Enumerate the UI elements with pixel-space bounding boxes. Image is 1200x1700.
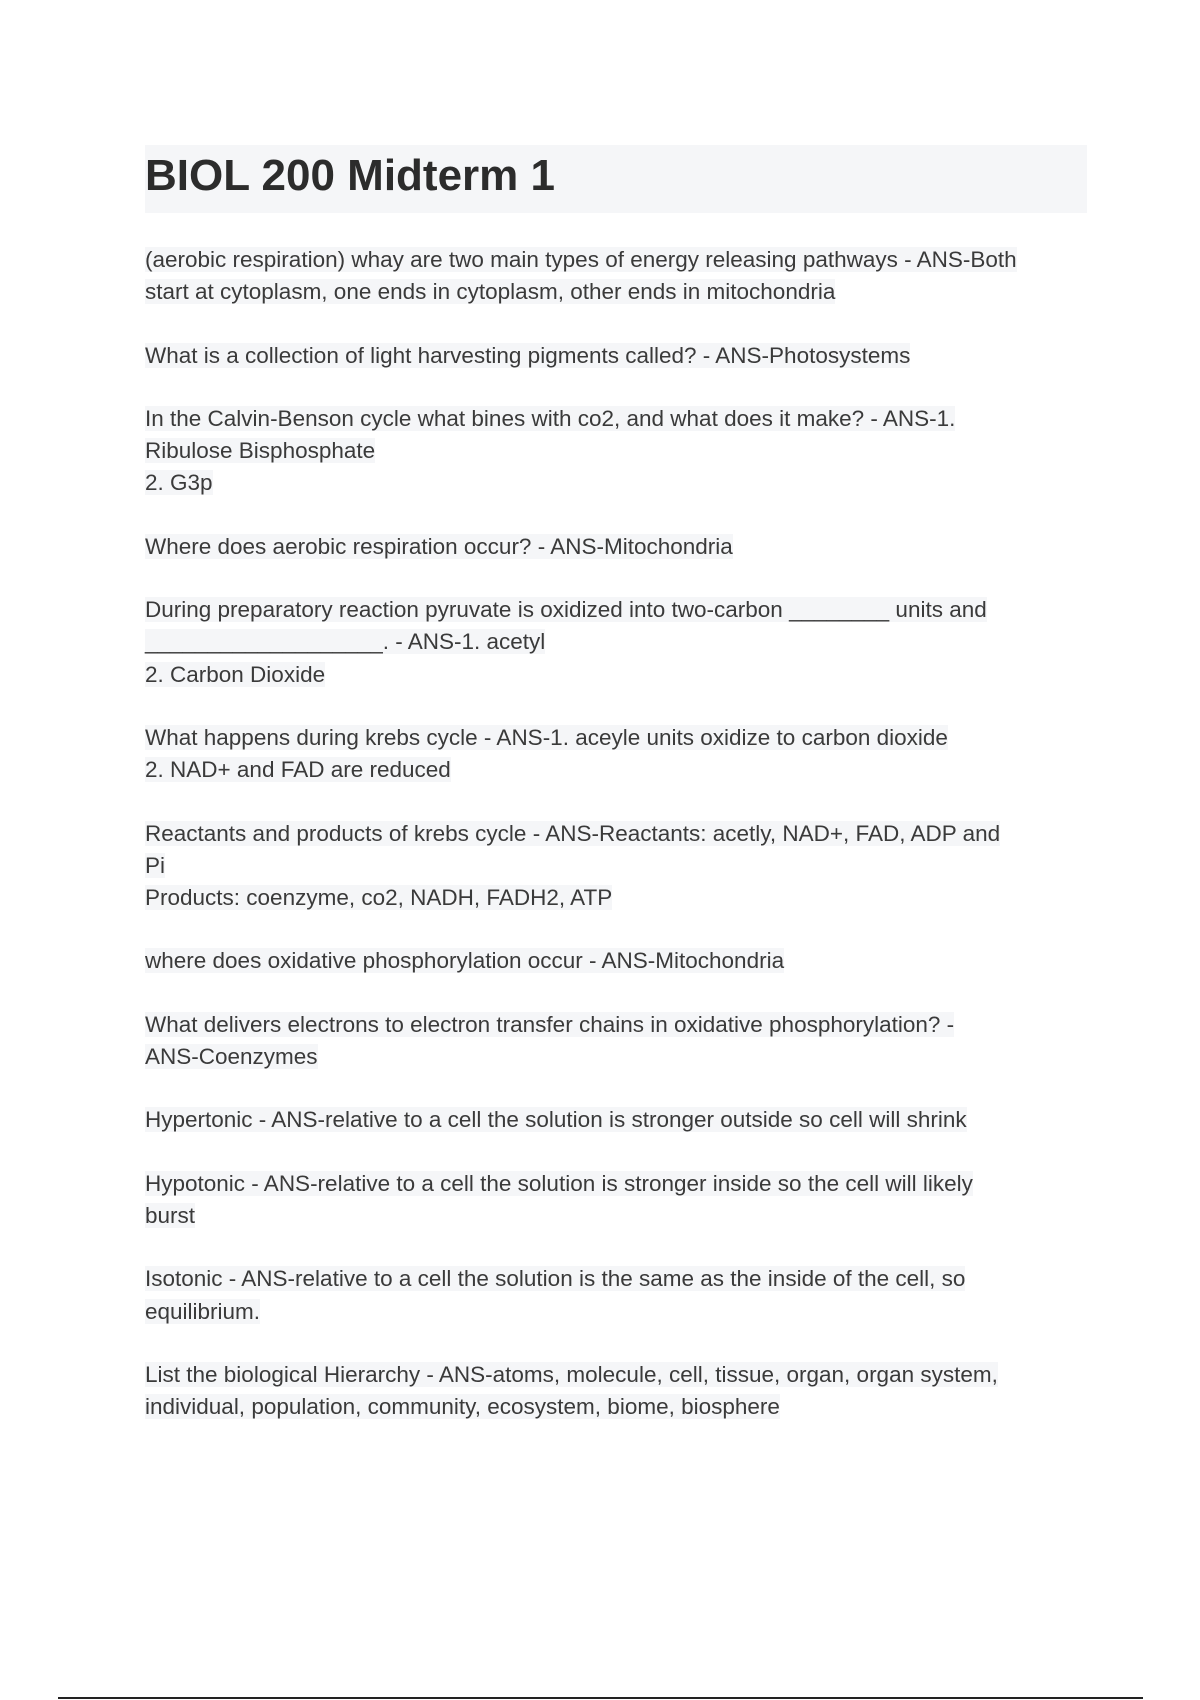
qa-line: individual, population, community, ecosystem, biome, biosphere [145, 1394, 780, 1420]
qa-line: What happens during krebs cycle - ANS-1. aceyle units oxidize to carbon dioxide [145, 724, 948, 750]
qa-line: equilibrium. [145, 1298, 261, 1324]
qa-item [145, 1359, 1095, 1424]
qa-line: List the biological Hierarchy - ANS-atoms, molecule, cell, tissue, organ, organ system, [145, 1361, 998, 1387]
footer-rule [58, 1697, 1143, 1699]
qa-item [145, 403, 1095, 500]
qa-item [145, 340, 1095, 372]
title-block [145, 145, 1087, 213]
qa-item [145, 722, 1095, 787]
qa-list [145, 244, 1095, 1454]
qa-line: Isotonic - ANS-relative to a cell the solution is the same as the inside of the cell, so [145, 1266, 966, 1292]
qa-item [145, 945, 1095, 977]
qa-item [145, 1009, 1095, 1074]
qa-line: Products: coenzyme, co2, NADH, FADH2, ATP [145, 885, 613, 911]
qa-item [145, 244, 1095, 309]
qa-line: 2. G3p [145, 470, 213, 496]
qa-line: Reactants and products of krebs cycle - ANS-Reactants: acetly, NAD+, FAD, ADP and [145, 820, 1001, 846]
qa-item [145, 531, 1095, 563]
qa-line: In the Calvin-Benson cycle what bines with co2, and what does it make? - ANS-1. [145, 405, 956, 431]
qa-line: ANS-Coenzymes [145, 1044, 318, 1070]
qa-line: During preparatory reaction pyruvate is oxidized into two-carbon ________ units and [145, 597, 987, 623]
qa-line: What delivers electrons to electron transfer chains in oxidative phosphorylation? - [145, 1011, 955, 1037]
qa-line: Hypotonic - ANS-relative to a cell the solution is stronger inside so the cell will likely [145, 1170, 973, 1196]
qa-line: burst [145, 1202, 196, 1228]
qa-item [145, 594, 1095, 691]
page-title: BIOL 200 Midterm 1 [145, 151, 555, 200]
qa-line: Ribulose Bisphosphate [145, 438, 376, 464]
qa-item [145, 1168, 1095, 1233]
qa-line: Where does aerobic respiration occur? - ANS-Mitochondria [145, 533, 733, 559]
qa-line: where does oxidative phosphorylation occur - ANS-Mitochondria [145, 948, 785, 974]
qa-line: Pi [145, 852, 166, 878]
qa-item [145, 818, 1095, 915]
qa-line: Hypertonic - ANS-relative to a cell the solution is stronger outside so cell will shrink [145, 1107, 967, 1133]
qa-line: start at cytoplasm, one ends in cytoplasm, other ends in mitochondria [145, 279, 836, 305]
qa-line: 2. NAD+ and FAD are reduced [145, 757, 451, 783]
qa-line: ___________________. - ANS-1. acetyl [145, 629, 546, 655]
qa-line: (aerobic respiration) whay are two main types of energy releasing pathways - ANS-Both [145, 247, 1017, 272]
qa-line: What is a collection of light harvesting pigments called? - ANS-Photosystems [145, 342, 911, 368]
qa-line: 2. Carbon Dioxide [145, 661, 326, 687]
qa-item [145, 1263, 1095, 1328]
qa-item [145, 1104, 1095, 1136]
